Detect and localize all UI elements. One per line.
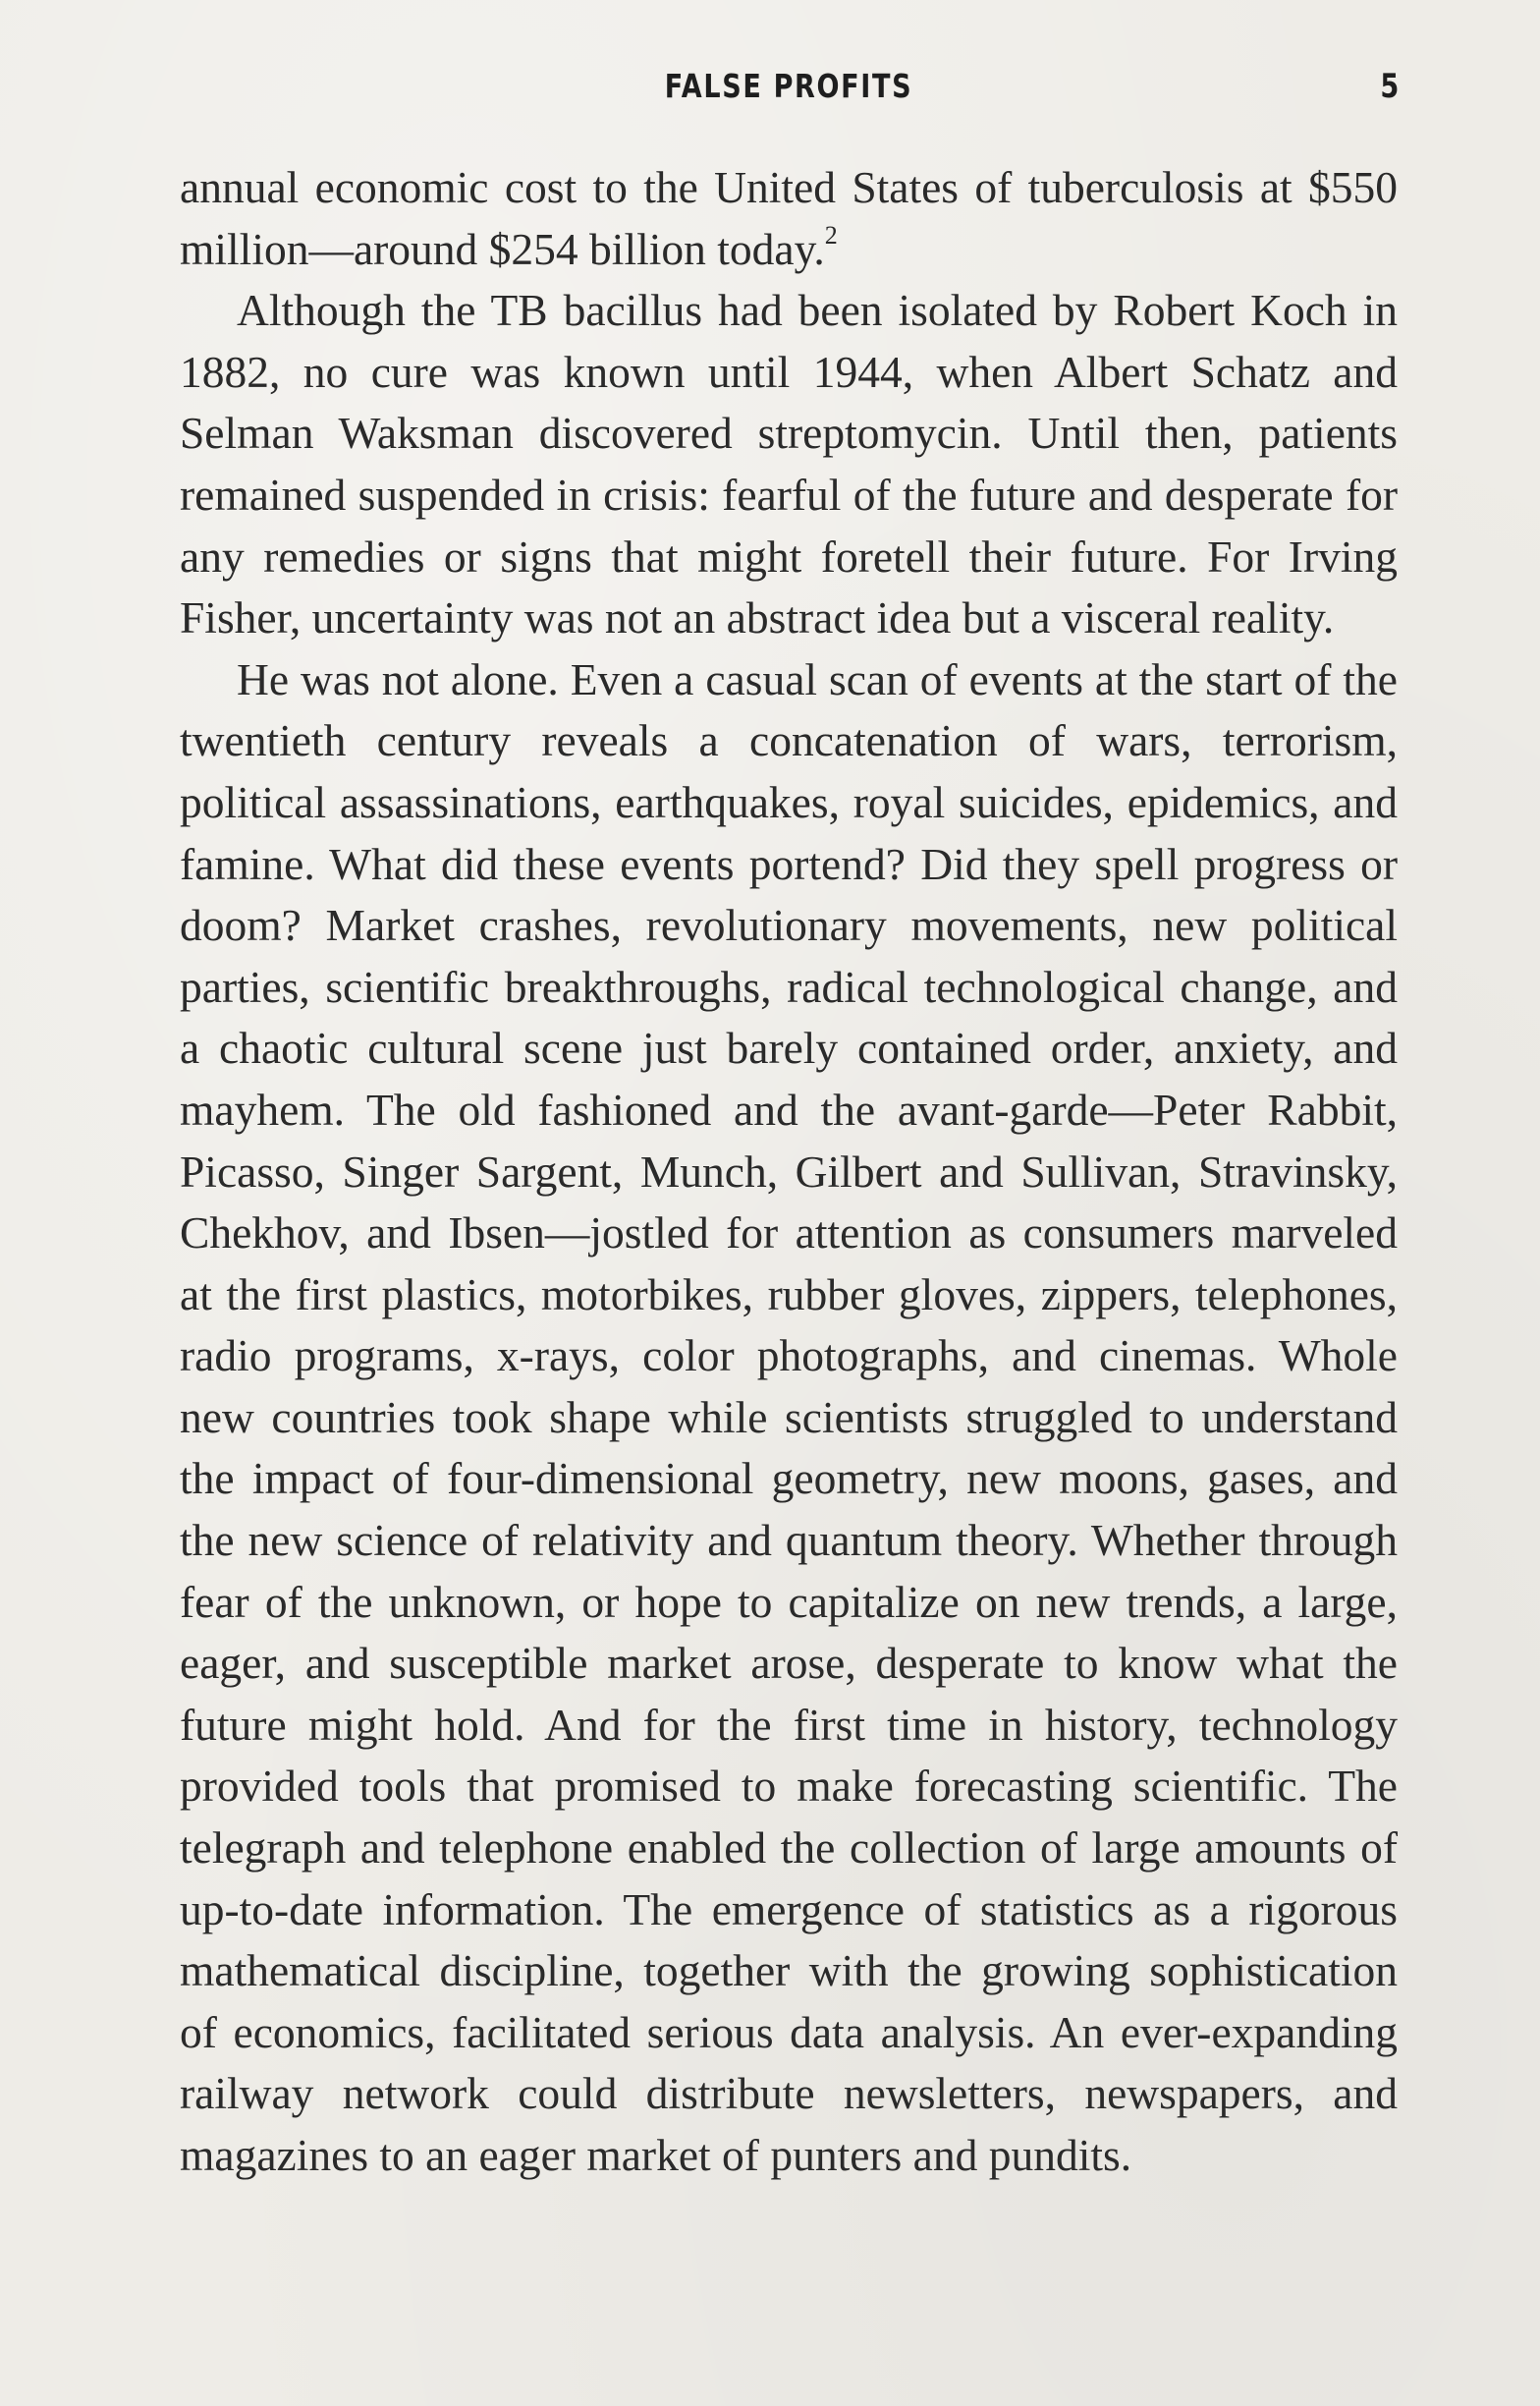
- paragraph-continuation: [180, 157, 1398, 280]
- paragraph: He was not alone. Even a casual scan of events at the start of the twentieth century reveals a concatenation of wars, terrorism, political assassinations, earthquakes, royal suicides, epidemics, and famine. What did these events portend? Did they spell progress or doom? Market crashes, revolutionary movements, new political parties, scientific breakthroughs, radical technological change, and a chaotic cultural scene just barely contained order, anxiety, and mayhem. The old fashioned and the avant-garde—Peter Rabbit, Picasso, Singer Sargent, Munch, Gilbert and Sullivan, Stravinsky, Chekhov, and Ibsen—jostled for attention as consumers marveled at the first plastics, motorbikes, rubber gloves, zippers, telephones, radio programs, x-rays, color photographs, and cinemas. Whole new countries took shape while scientists struggled to understand the impact of four-dimensional geometry, new moons, gases, and the new science of relativity and quantum theory. Whether through fear of the unknown, or hope to capitalize on new trends, a large, eager, and susceptible market arose, desperate to know what the future might hold. And for the first time in history, technology provided tools that promised to make forecasting scientific. The telegraph and telephone enabled the collection of large amounts of up-to-date information. The emergence of statistics as a rigorous mathematical discipline, together with the growing sophistication of economics, facilitated serious data analysis. An ever-expanding railway network could distribute newsletters, newspapers, and magazines to an eager market of punters and pundits.: [180, 653, 1398, 2180]
- paragraph-text: annual economic cost to the United States of tuberculosis at $550 million—around $254 billion today.: [180, 162, 1398, 274]
- running-title: FALSE PROFITS: [664, 67, 913, 105]
- running-head: [180, 67, 1398, 126]
- body-text: [180, 157, 1398, 2187]
- paragraph: Although the TB bacillus had been isolated by Robert Koch in 1882, no cure was known until 1944, when Albert Schatz and Selman Waksman discovered streptomycin. Until then, patients remained suspended in crisis: fearful of the future and desperate for any remedies or signs that might foretell their future. For Irving Fisher, uncertainty was not an abstract idea but a visceral reality.: [180, 285, 1398, 643]
- page-number: 5: [1380, 67, 1400, 106]
- footnote-marker: 2: [824, 221, 838, 251]
